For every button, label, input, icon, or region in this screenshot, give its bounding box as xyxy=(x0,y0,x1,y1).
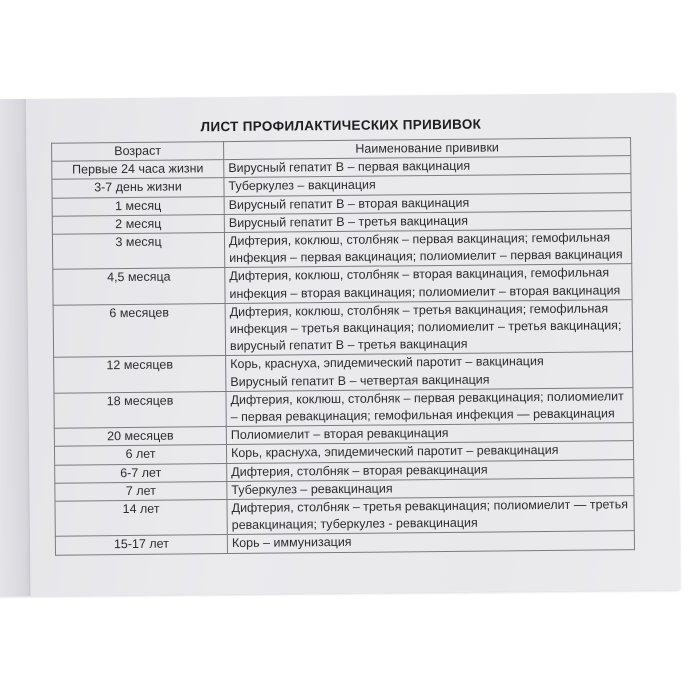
table-row xyxy=(55,496,634,537)
age-cell: 20 месяцев xyxy=(54,427,226,447)
age-cell: 1 месяц xyxy=(52,196,224,216)
vaccine-cell: Корь, краснуха, эпидемический паротит – ревакцинация xyxy=(226,441,633,463)
table-row xyxy=(54,352,633,393)
vaccine-cell: Вирусный гепатит В – вторая вакцинация xyxy=(224,192,631,214)
vaccine-cell: Корь – иммунизация xyxy=(227,531,634,553)
vaccine-cell: Полиомиелит – вторая ревакцинация xyxy=(226,423,633,445)
age-cell: 7 лет xyxy=(55,481,227,501)
vaccine-cell: Дифтерия, коклюш, столбняк – третья вакцинация; гемофильная инфекция – третья вакцинация; полиомиелит – третья вакцинация; вирусный гепатит В – третья вакцинация xyxy=(225,299,632,356)
column-header-age: Возраст xyxy=(52,142,224,162)
age-cell: 6 лет xyxy=(54,445,226,465)
vaccine-cell: Дифтерия, коклюш, столбняк – вторая вакцинация, гемофильная инфекция – вторая вакцинация; полиомиелит – вторая вакцинация xyxy=(225,264,632,303)
table-row xyxy=(53,264,632,305)
age-cell: 3 месяц xyxy=(52,233,224,270)
vaccine-cell: Дифтерия, коклюш, столбняк – первая вакцинация; гемофильная инфекция – первая вакцинация; полиомиелит – первая вакцинация xyxy=(224,229,631,268)
book-page xyxy=(0,93,680,597)
vaccine-cell: Вирусный гепатит В – третья вакцинация xyxy=(224,210,631,232)
age-cell: 3-7 день жизни xyxy=(52,178,224,198)
column-header-vaccine: Наименование прививки xyxy=(224,138,631,160)
table-row xyxy=(53,299,632,357)
age-cell: 4,5 месяца xyxy=(53,268,225,305)
age-cell: 2 месяц xyxy=(52,214,224,234)
age-cell: 15-17 лет xyxy=(55,535,227,555)
vaccine-cell: Туберкулез – ревакцинация xyxy=(227,478,634,500)
age-cell: Первые 24 часа жизни xyxy=(52,160,224,180)
vaccine-cell: Вирусный гепатит В – первая вакцинация xyxy=(224,156,631,178)
page-title: ЛИСТ ПРОФИЛАКТИЧЕСКИХ ПРИВИВОК xyxy=(200,116,482,135)
table-row xyxy=(54,387,633,428)
age-cell: 6-7 лет xyxy=(55,463,227,483)
vaccine-cell: Дифтерия, столбняк – третья ревакцинация; полиомиелит — третья ревакцинация; туберкулез - ревакцинация xyxy=(227,496,634,535)
age-cell: 14 лет xyxy=(55,500,227,537)
vaccination-table xyxy=(51,137,635,555)
page-content xyxy=(51,115,635,555)
vaccine-cell: Дифтерия, столбняк – вторая ревакцинация xyxy=(227,459,634,481)
vaccine-cell: Корь, краснуха, эпидемический паротит – вакцинация Вирусный гепатит В – четвертая вакцинация xyxy=(226,352,633,391)
age-cell: 12 месяцев xyxy=(54,356,226,393)
table-row xyxy=(52,229,631,270)
vaccine-cell: Дифтерия, коклюш, столбняк – первая ревакцинация; полиомиелит – первая ревакцинация; гемофильная инфекция — ревакцинация xyxy=(226,387,633,426)
age-cell: 6 месяцев xyxy=(53,303,225,357)
page-fold xyxy=(0,99,30,596)
vaccine-cell: Туберкулез – вакцинация xyxy=(224,174,631,196)
age-cell: 18 месяцев xyxy=(54,391,226,428)
